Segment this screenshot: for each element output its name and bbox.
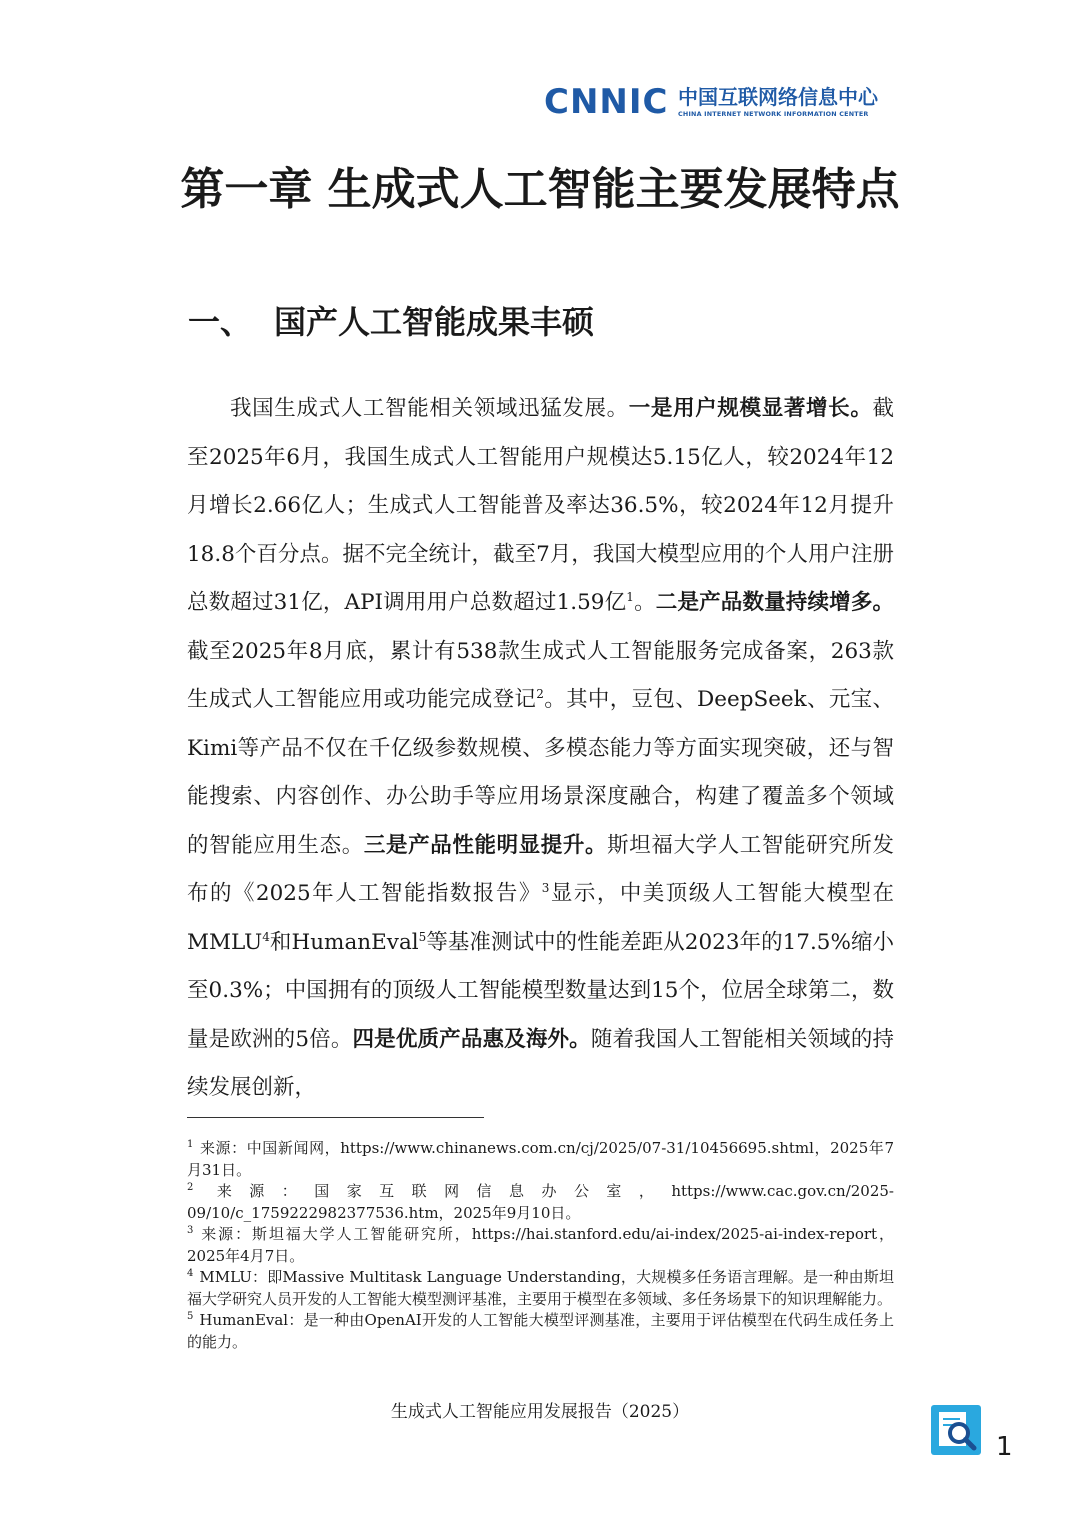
- body-paragraph: [187, 385, 894, 1113]
- text-run: 斯坦福大学人工智能研究所发布的《2025年人工智能指数报告》: [187, 832, 894, 906]
- text-run: 我国生成式人工智能相关领域迅猛发展。: [230, 396, 629, 421]
- footnote-4: [187, 1267, 894, 1310]
- page-number: 1: [996, 1432, 1013, 1462]
- search-document-icon[interactable]: [930, 1404, 982, 1456]
- footer-report-title: 生成式人工智能应用发展报告（2025）: [390, 1402, 690, 1422]
- highlight-point-3: 三是产品性能明显提升。: [363, 832, 608, 858]
- footnote-number: 2: [187, 1182, 194, 1193]
- footnote-ref-2[interactable]: 2: [536, 687, 544, 701]
- footnote-ref-4[interactable]: 4: [262, 929, 270, 944]
- text-run: 随着我国人工智能相关领域的持续发展创新，: [187, 1026, 894, 1100]
- footnote-divider: [187, 1117, 484, 1118]
- footnote-text: 来源：国家互联网信息办公室，https://www.cac.gov.cn/2025-09/10/c_1759222982377536.htm，2025年9月10日。: [187, 1182, 894, 1222]
- text-run: 等基准测试中的性能差距从2023年的17.5%缩小至0.3%；中国拥有的顶级人工智能模型数量达到15个，位居全球第二，数量是欧洲的5倍。: [187, 929, 894, 1052]
- text-run: 显示，中美顶级人工智能大模型在MMLU: [187, 881, 894, 955]
- footnote-number: 4: [187, 1268, 194, 1279]
- footnote-1: [187, 1138, 894, 1181]
- footnote-text: 来源：斯坦福大学人工智能研究所，https://hai.stanford.edu/ai-index/2025-ai-index-report，2025年4月7日。: [187, 1225, 894, 1265]
- footnote-2: [187, 1181, 894, 1224]
- highlight-point-2: 二是产品数量持续增多。: [655, 590, 894, 615]
- footnote-3: [187, 1224, 894, 1267]
- section-title: 国产人工智能成果丰硕: [274, 303, 595, 341]
- logo-chinese-name: 中国互联网络信息中心: [678, 85, 878, 109]
- footnote-ref-5[interactable]: 5: [418, 929, 427, 944]
- footnote-ref-1[interactable]: 1: [626, 590, 634, 604]
- highlight-point-4: 四是优质产品惠及海外。: [352, 1026, 591, 1052]
- text-run: 截至2025年8月底，累计有538款生成式人工智能服务完成备案，263款生成式人工智能应用或功能完成登记: [187, 638, 894, 712]
- footnote-5: [187, 1310, 894, 1353]
- highlight-point-1: 一是用户规模显著增长。: [628, 396, 873, 421]
- footnote-ref-3[interactable]: 3: [541, 881, 550, 895]
- footnote-number: 3: [187, 1225, 194, 1236]
- footnote-number: 5: [187, 1311, 194, 1322]
- footnote-number: 1: [187, 1139, 194, 1150]
- footnote-text: MMLU：即Massive Multitask Language Understanding，大规模多任务语言理解。是一种由斯坦福大学研究人员开发的人工智能大模型测评基准，主要用于模型在多领域、多任务场景下的知识理解能力。: [187, 1268, 894, 1308]
- section-heading: [188, 300, 594, 344]
- logo-mark: CNNIC: [544, 82, 669, 122]
- logo-english-name: CHINA INTERNET NETWORK INFORMATION CENTER: [678, 110, 869, 118]
- footnote-text: HumanEval：是一种由OpenAI开发的人工智能大模型评测基准，主要用于评估模型在代码生成任务上的能力。: [187, 1311, 894, 1351]
- text-run: 和HumanEval: [269, 929, 419, 955]
- text-run: 。: [633, 590, 656, 615]
- cnnic-logo: [544, 84, 894, 124]
- footnote-text: 来源：中国新闻网，https://www.chinanews.com.cn/cj/2025/07-31/10456695.shtml，2025年7月31日。: [187, 1139, 894, 1179]
- chapter-title: 第一章 生成式人工智能主要发展特点: [180, 164, 900, 215]
- section-number: 一、: [188, 303, 253, 341]
- text-run: 。其中，豆包、DeepSeek、元宝、Kimi等产品不仅在千亿级参数规模、多模态能力等方面实现突破，还与智能搜索、内容创作、办公助手等应用场景深度融合，构建了覆盖多个领域的智能应用生态。: [187, 687, 894, 858]
- footnotes: [187, 1138, 894, 1353]
- text-run: 截至2025年6月，我国生成式人工智能用户规模达5.15亿人，较2024年12月增长2.66亿人；生成式人工智能普及率达36.5%，较2024年12月提升18.8个百分点。据不完全统计，截至7月，我国大模型应用的个人用户注册总数超过31亿，API调用用户总数超过1.59亿: [187, 396, 894, 615]
